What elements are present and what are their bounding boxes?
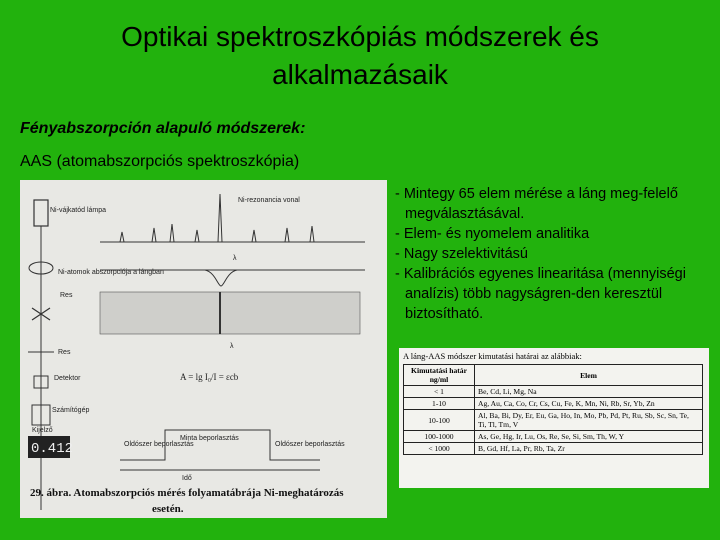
label-computer: Számítógép <box>52 407 90 414</box>
diagram-svg <box>20 180 387 518</box>
bullet-list <box>395 184 715 324</box>
lamp-shape <box>34 200 48 226</box>
label-res-2: Res <box>58 349 71 356</box>
cell-limit: 1-10 <box>404 398 475 410</box>
figure-caption-2: esetén. <box>152 503 184 515</box>
label-resonance: Ni-rezonancia vonal <box>238 197 300 204</box>
table-caption: A láng-AAS módszer kimutatási határai az alábbiak: <box>403 351 582 361</box>
table-row <box>404 431 703 443</box>
beer-law-formula: A = lg I₀/I = εcb <box>180 372 239 382</box>
aas-flow-diagram <box>20 180 387 518</box>
cell-limit: 100-1000 <box>404 431 475 443</box>
cell-elements: B, Gd, Hf, La, Pr, Rb, Ta, Zr <box>475 443 703 455</box>
filter-band <box>100 292 360 334</box>
label-atomic: Ni-atomok abszorpciója a lángban <box>58 269 164 276</box>
label-time: Idő <box>182 475 192 482</box>
cell-elements: Ag, Au, Ca, Co, Cr, Cs, Cu, Fe, K, Mn, Ni, Rb, Sr, Yb, Zn <box>475 398 703 410</box>
label-sample: Minta beporlasztás <box>180 435 239 442</box>
cell-limit: < 1000 <box>404 443 475 455</box>
label-solvent-1: Oldószer beporlasztás <box>124 441 194 448</box>
cell-elements: Al, Ba, Bi, Dy, Er, Eu, Ga, Ho, In, Mo, Pb, Pd, Pt, Ru, Sb, Sc, Sn, Te, Ti, Tl, Tm, V <box>475 410 703 431</box>
label-lamp: Ni-vájkatód lámpa <box>50 207 107 214</box>
bullet-item: - Nagy szelektivitású <box>395 246 528 262</box>
bullet-item: - Kalibrációs egyenes linearitása (mennyiségi analízis) több nagyságren-den keresztül biztosítható. <box>395 266 686 322</box>
detection-limit-table <box>403 364 703 455</box>
label-display: Kijelző <box>32 427 53 434</box>
table-header-row <box>404 365 703 386</box>
header-limit: Kimutatási határ ng/ml <box>404 365 475 386</box>
slide-title <box>0 18 720 94</box>
detection-limit-table-box <box>399 348 709 488</box>
cell-limit: 10-100 <box>404 410 475 431</box>
title-line-1: Optikai spektroszkópiás módszerek és <box>121 21 599 52</box>
absorption-dip <box>205 270 237 286</box>
figure-caption-1: 29. ábra. Atomabszorpciós mérés folyamatábrája Ni-meghatározás <box>30 487 344 499</box>
label-lambda-1: λ <box>233 255 237 262</box>
label-detector: Detektor <box>54 375 81 382</box>
table-row <box>404 386 703 398</box>
label-lambda-2: λ <box>230 343 234 350</box>
bullet-item: - Elem- és nyomelem analitika <box>395 226 590 242</box>
label-res-1: Res <box>60 292 73 299</box>
display-readout: 0.412 <box>31 441 74 457</box>
cell-elements: As, Ge, Hg, Ir, Lu, Os, Re, Se, Si, Sm, Th, W, Y <box>475 431 703 443</box>
subheading: Fényabszorpción alapuló módszerek: <box>20 120 306 137</box>
aas-label: AAS (atomabszorpciós spektroszkópia) <box>20 153 300 170</box>
table-row <box>404 443 703 455</box>
header-element: Elem <box>475 365 703 386</box>
cell-elements: Be, Cd, Li, Mg, Na <box>475 386 703 398</box>
bullet-item: - Mintegy 65 elem mérése a láng meg-felelő megválasztásával. <box>395 186 678 222</box>
table-row <box>404 410 703 431</box>
label-solvent-2: Oldószer beporlasztás <box>275 441 345 448</box>
table-row <box>404 398 703 410</box>
cell-limit: < 1 <box>404 386 475 398</box>
title-line-2: alkalmazásaik <box>272 59 448 90</box>
